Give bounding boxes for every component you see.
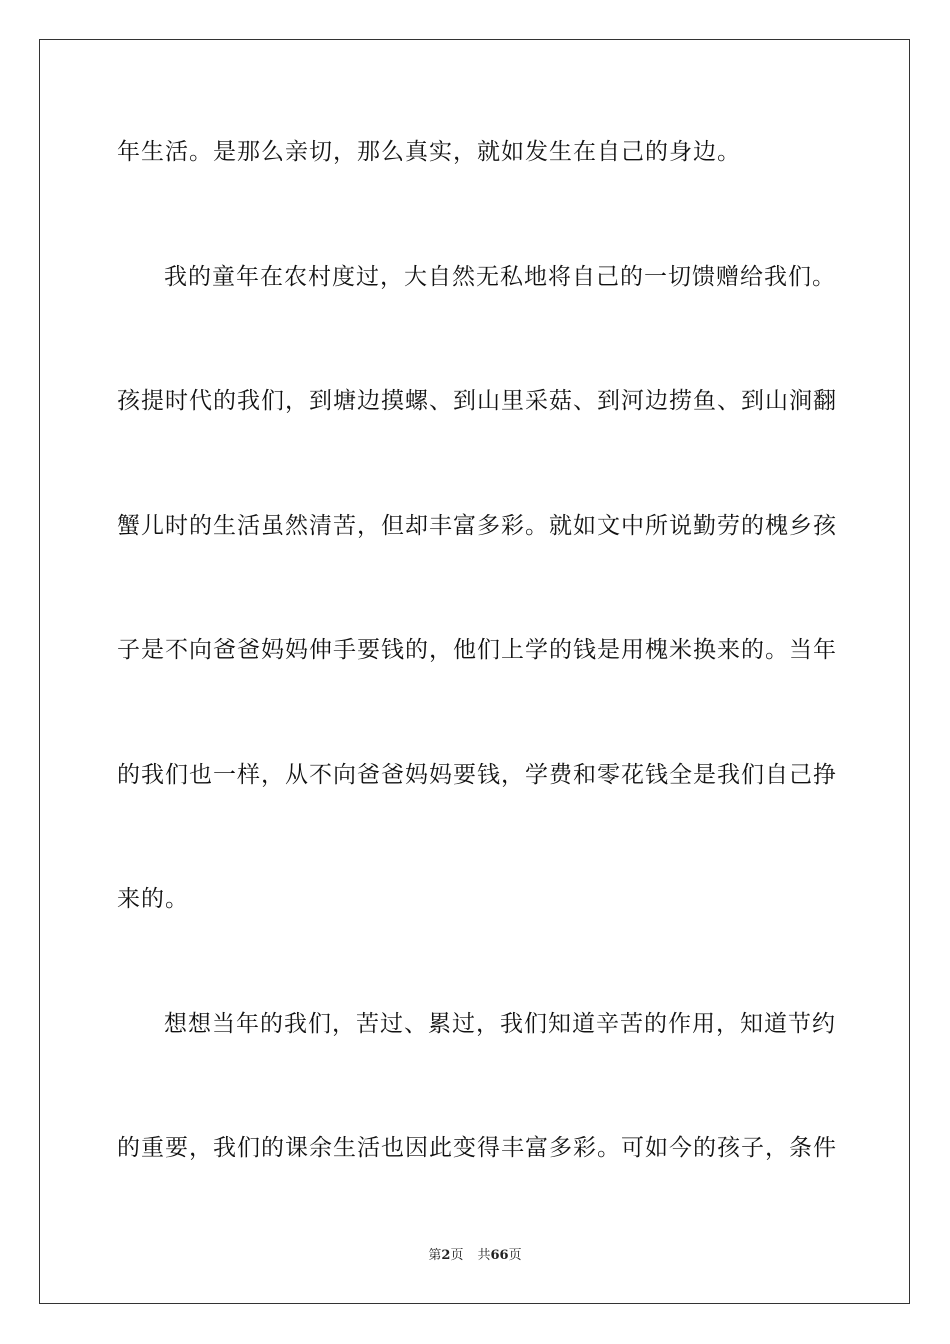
text-line: 想想当年的我们，苦过、累过，我们知道辛苦的作用，知道节约 bbox=[164, 1011, 836, 1037]
text-line: 蟹儿时的生活虽然清苦，但却丰富多彩。就如文中所说勤劳的槐乡孩 bbox=[117, 513, 837, 539]
page-prefix: 第 bbox=[428, 1248, 442, 1263]
page-footer bbox=[0, 1247, 950, 1265]
total-suffix: 页 bbox=[508, 1248, 522, 1263]
page-number: 2 bbox=[441, 1248, 451, 1263]
text-line: 的我们也一样，从不向爸爸妈妈要钱，学费和零花钱全是我们自己挣 bbox=[117, 762, 837, 788]
page-border bbox=[39, 39, 910, 1304]
text-line: 子是不向爸爸妈妈伸手要钱的，他们上学的钱是用槐米换来的。当年 bbox=[117, 637, 837, 663]
text-line: 我的童年在农村度过，大自然无私地将自己的一切馈赠给我们。 bbox=[164, 264, 836, 290]
text-line: 年生活。是那么亲切，那么真实，就如发生在自己的身边。 bbox=[117, 139, 741, 165]
total-pages: 66 bbox=[490, 1248, 509, 1263]
text-line: 的重要，我们的课余生活也因此变得丰富多彩。可如今的孩子，条件 bbox=[117, 1135, 837, 1161]
text-line: 来的。 bbox=[117, 886, 189, 912]
page-suffix: 页 bbox=[450, 1248, 464, 1263]
text-line: 孩提时代的我们，到塘边摸螺、到山里采菇、到河边捞鱼、到山涧翻 bbox=[117, 388, 837, 414]
total-prefix: 共 bbox=[477, 1248, 491, 1263]
